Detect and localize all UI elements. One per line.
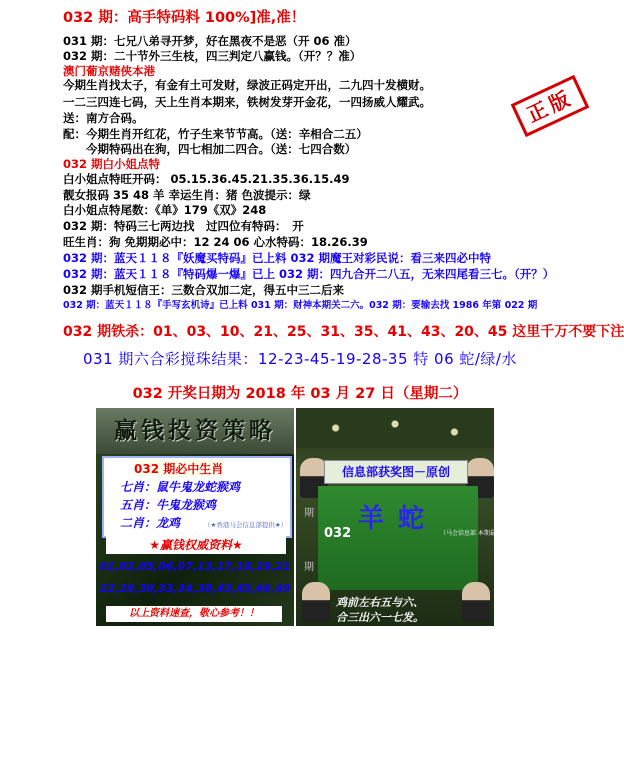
tip-line: 032 期：二十节外三生枝，四三判定八赢钱。（开？？准） bbox=[63, 49, 362, 63]
strategy-ad-title: 赢钱投资策略 bbox=[96, 408, 294, 454]
draw-result-line: 031 期六合彩搅珠结果：12-23-45-19-28-35 特 06 蛇/绿/水 bbox=[83, 350, 517, 368]
award-ad-image bbox=[296, 408, 508, 626]
kill-numbers-line: 032 期铁杀：01、03、10、21、25、31、35、41、43、20、45 这里千万不要下注 bbox=[63, 324, 624, 340]
award-ad-title: 信息部获奖图－原创 bbox=[324, 460, 468, 484]
award-ad-verse: 合三出六一七发。 bbox=[336, 611, 424, 624]
strategy-ad-row: 五肖：牛鬼龙猴鸡 bbox=[120, 498, 217, 512]
side-char: 期 bbox=[304, 562, 314, 573]
strategy-ad-head: 032 期必中生肖 bbox=[134, 462, 224, 476]
award-ad-main bbox=[318, 486, 508, 590]
zodiac-pick: 羊蛇 bbox=[357, 504, 438, 534]
portrait-image bbox=[462, 582, 490, 622]
strategy-ad-footer: 以上资料速查，敬心参考！！ bbox=[106, 606, 282, 622]
issue-number: 032 bbox=[324, 526, 352, 541]
tip-line: 031 期：七兄八弟寻开梦，好在黑夜不是恶（开 06 准） bbox=[63, 34, 357, 48]
award-ad-verse: 鸡前左右五与六、 bbox=[336, 596, 424, 609]
tip-line: 032 期：蓝天１１８『特码爆一爆』已上 032 期：四九合开二八五，无来四尾看三七。（开？） bbox=[63, 267, 555, 281]
tip-line: 送：南方合码。 bbox=[63, 111, 144, 125]
strategy-ad-box bbox=[102, 456, 292, 538]
strategy-ad-numbers: 01,02,05,06,07,13,17,18,19,21 bbox=[99, 560, 291, 573]
tip-line: 旺生肖：狗 免期期必中：12 24 06 心水特码：18.26.39 bbox=[63, 235, 368, 249]
portrait-image bbox=[302, 582, 330, 622]
tip-line: 配：今期生肖开红花，竹子生来节节高。（送：辛相合二五） bbox=[63, 127, 368, 141]
decorative-lights bbox=[296, 408, 494, 448]
strategy-ad-note: （★香港马会信息部提供★） bbox=[204, 521, 288, 529]
tip-line: 白小姐点特旺开码： 05.15.36.45.21.35.36.15.49 bbox=[63, 172, 350, 186]
draw-date-line: 032 开奖日期为 2018 年 03 月 27 日（星期二） bbox=[132, 386, 468, 402]
strategy-ad-bar: ★赢钱权威资料★ bbox=[106, 536, 286, 554]
tip-line: 032 期白小姐点特 bbox=[63, 157, 161, 171]
award-ad-credit: （马会信息部 本期最新） bbox=[440, 530, 508, 537]
strategy-ad-row: 七肖：鼠牛鬼龙蛇猴鸡 bbox=[120, 480, 241, 494]
tip-line: 今期生肖找太子，有金有土可发财，绿波正码定开出，二九四十发横财。 bbox=[63, 78, 431, 92]
strategy-ad-image bbox=[96, 408, 294, 626]
tip-line: 靓女报码 35 48 羊 幸运生肖：猪 色波提示：绿 bbox=[63, 188, 311, 202]
strategy-ad-numbers: 22,29,30,33,34,38,43,45,46,49 bbox=[99, 582, 291, 595]
page-header: 032 期：高手特码料 100%]准,准！ bbox=[63, 10, 306, 26]
genuine-stamp: 正版 bbox=[511, 75, 590, 137]
tip-line: 032 期：蓝天１１８『妖魔买特码』已上料 032 期魔王对彩民说：看三来四必中特 bbox=[63, 251, 492, 265]
tip-line: 今期特码出在狗，四七相加二四合。（送：七四合数） bbox=[63, 142, 357, 156]
tip-line: 澳门葡京赌侠本港 bbox=[63, 64, 155, 78]
tip-line: 白小姐点特尾数：《单》179《双》248 bbox=[63, 203, 267, 217]
side-char: 期 bbox=[304, 508, 314, 519]
tip-line: 一二三四连七码，天上生肖本期来，铁树发芽开金花，一四扬威人耀武。 bbox=[63, 95, 431, 109]
tip-line: 032 期：蓝天１１８『手写玄机诗』已上料 031 期：财神本期关二六。032 期：要输去找 1986 年第 022 期 bbox=[63, 300, 538, 311]
tip-line: 032 期：特码三七两边找 过四位有特码： 开 bbox=[63, 219, 304, 233]
tip-line: 032 期手机短信王：三数合双加二定，得五中三二后来 bbox=[63, 283, 345, 297]
strategy-ad-row: 二肖：龙鸡 bbox=[120, 516, 181, 530]
